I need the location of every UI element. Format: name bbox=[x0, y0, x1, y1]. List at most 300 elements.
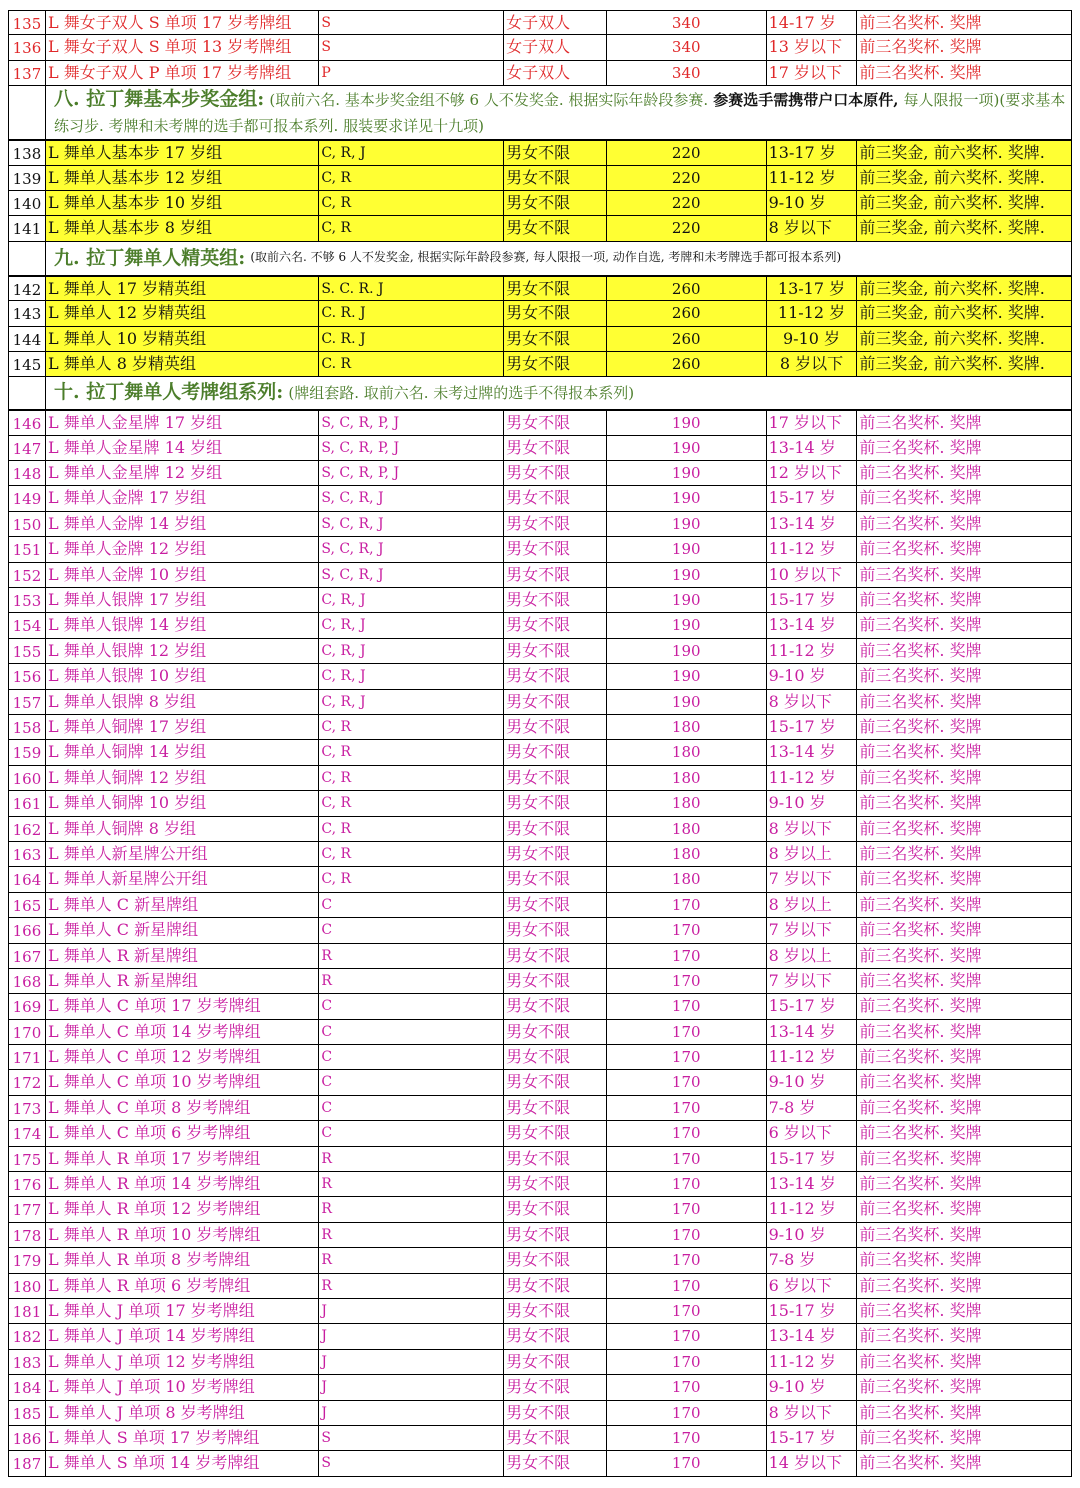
gender-requirement-cell: 男女不限 bbox=[504, 277, 607, 300]
table-row bbox=[8, 817, 1072, 842]
age-group-cell: 6 岁以下 bbox=[767, 1274, 858, 1298]
gender-requirement-cell: 男女不限 bbox=[504, 1121, 607, 1145]
table-row bbox=[8, 1401, 1072, 1426]
row-number-cell: 174 bbox=[9, 1121, 46, 1145]
event-name-cell: L 舞单人基本步 10 岁组 bbox=[46, 191, 319, 215]
gender-requirement-cell: 男女不限 bbox=[504, 352, 607, 376]
row-number-cell: 176 bbox=[9, 1172, 46, 1196]
row-number-cell: 165 bbox=[9, 893, 46, 917]
entry-fee-cell: 170 bbox=[607, 1324, 767, 1348]
age-group-cell: 15-17 岁 bbox=[767, 486, 858, 510]
age-group-cell: 9-10 岁 bbox=[767, 791, 858, 815]
age-group-cell: 14 岁以下 bbox=[767, 1451, 858, 1475]
age-group-cell: 9-10 岁 bbox=[767, 191, 858, 215]
gender-requirement-cell: 男女不限 bbox=[504, 1299, 607, 1323]
award-cell: 前三名奖杯. 奖牌 bbox=[859, 37, 982, 57]
section-10-text bbox=[46, 377, 1071, 409]
age-group-cell: 8 岁以下 bbox=[767, 352, 858, 376]
gender-requirement-cell: 男女不限 bbox=[504, 588, 607, 612]
age-group-cell: 7-8 岁 bbox=[767, 1248, 858, 1272]
entry-fee-cell: 170 bbox=[607, 1020, 767, 1044]
gender-requirement-cell: 男女不限 bbox=[504, 664, 607, 688]
age-group-cell: 13-17 岁 bbox=[767, 141, 858, 164]
age-group-cell: 15-17 岁 bbox=[767, 588, 858, 612]
table-row bbox=[8, 1045, 1072, 1070]
event-name-cell: L 舞单人 8 岁精英组 bbox=[46, 352, 319, 376]
row-number-cell: 187 bbox=[9, 1451, 46, 1475]
entry-fee-cell: 180 bbox=[607, 766, 767, 790]
entry-fee-cell: 170 bbox=[607, 1426, 767, 1450]
table-row bbox=[8, 512, 1072, 537]
award-cell: 前三名奖杯. 奖牌 bbox=[859, 1199, 982, 1219]
age-group-cell: 7 岁以下 bbox=[767, 969, 858, 993]
dance-items-cell: C, R bbox=[319, 867, 504, 891]
row-number-cell: 138 bbox=[9, 141, 46, 164]
dance-items-cell: C, R, J bbox=[319, 664, 504, 688]
award-cell: 前三名奖杯. 奖牌 bbox=[859, 1224, 982, 1244]
award-cell: 前三名奖杯. 奖牌 bbox=[859, 869, 982, 889]
table-row bbox=[8, 994, 1072, 1019]
dance-items-cell: C bbox=[319, 994, 504, 1018]
section-10-title: 十. 拉丁舞单人考牌组系列: bbox=[54, 381, 284, 404]
age-group-cell: 11-12 岁 bbox=[767, 537, 858, 561]
table-row bbox=[8, 166, 1072, 191]
award-cell: 前三名奖杯. 奖牌 bbox=[859, 1097, 982, 1117]
award-cell: 前三名奖杯. 奖牌 bbox=[859, 1250, 982, 1270]
event-name-cell: L 舞单人 R 单项 8 岁考牌组 bbox=[46, 1248, 319, 1272]
gender-requirement-cell: 男女不限 bbox=[504, 191, 607, 215]
entry-fee-cell: 260 bbox=[607, 277, 767, 300]
table-row bbox=[8, 690, 1072, 715]
event-name-cell: L 舞单人 C 单项 12 岁考牌组 bbox=[46, 1045, 319, 1069]
entry-fee-cell: 170 bbox=[607, 1375, 767, 1399]
entry-fee-cell: 340 bbox=[607, 35, 767, 59]
row-number-cell: 162 bbox=[9, 817, 46, 841]
event-name-cell: L 舞单人铜牌 12 岁组 bbox=[46, 766, 319, 790]
row-number-cell: 141 bbox=[9, 216, 46, 240]
event-name-cell: L 舞女子双人 S 单项 17 岁考牌组 bbox=[46, 11, 319, 34]
table-row bbox=[8, 740, 1072, 765]
age-group-cell: 9-10 岁 bbox=[767, 1070, 858, 1094]
award-cell: 前三名奖杯. 奖牌 bbox=[859, 62, 982, 82]
age-group-cell: 13 岁以下 bbox=[767, 35, 858, 59]
award-cell: 前三名奖杯. 奖牌 bbox=[859, 1300, 982, 1320]
gender-requirement-cell: 男女不限 bbox=[504, 411, 607, 434]
entry-fee-cell: 170 bbox=[607, 969, 767, 993]
gender-requirement-cell: 男女不限 bbox=[504, 817, 607, 841]
age-group-cell: 11-12 岁 bbox=[767, 1350, 858, 1374]
dance-items-cell: S, C, R, J bbox=[319, 486, 504, 510]
row-number-cell: 177 bbox=[9, 1197, 46, 1221]
dance-items-cell: C. R. J bbox=[319, 327, 504, 351]
table-row bbox=[8, 639, 1072, 664]
age-group-cell: 13-14 岁 bbox=[767, 613, 858, 637]
event-name-cell: L 舞单人 R 单项 12 岁考牌组 bbox=[46, 1197, 319, 1221]
dance-items-cell: J bbox=[319, 1350, 504, 1374]
row-number-cell: 185 bbox=[9, 1401, 46, 1425]
event-name-cell: L 舞单人铜牌 10 岁组 bbox=[46, 791, 319, 815]
dance-items-cell: C, R, J bbox=[319, 613, 504, 637]
table-row bbox=[8, 1070, 1072, 1095]
event-name-cell: L 舞单人新星牌公开组 bbox=[46, 842, 319, 866]
entry-fee-cell: 170 bbox=[607, 918, 767, 942]
award-cell: 前三名奖杯. 奖牌 bbox=[859, 1351, 982, 1371]
award-cell: 前三名奖杯. 奖牌 bbox=[859, 564, 982, 584]
table-row bbox=[8, 1020, 1072, 1045]
gender-requirement-cell: 男女不限 bbox=[504, 1223, 607, 1247]
table-row bbox=[8, 1147, 1072, 1172]
dance-items-cell: S, C, R, P, J bbox=[319, 411, 504, 434]
entry-fee-cell: 170 bbox=[607, 1147, 767, 1171]
award-cell: 前三名奖杯. 奖牌 bbox=[859, 1453, 982, 1473]
age-group-cell: 7 岁以下 bbox=[767, 867, 858, 891]
row-number-cell: 139 bbox=[9, 166, 46, 190]
table-row bbox=[8, 1172, 1072, 1197]
entry-fee-cell: 190 bbox=[607, 639, 767, 663]
row-number-cell: 166 bbox=[9, 918, 46, 942]
section-9-title: 九. 拉丁舞单人精英组: bbox=[54, 246, 246, 269]
event-name-cell: L 舞女子双人 S 单项 13 岁考牌组 bbox=[46, 35, 319, 59]
table-row bbox=[8, 10, 1072, 35]
row-number-cell: 144 bbox=[9, 327, 46, 351]
table-row bbox=[8, 1426, 1072, 1451]
gender-requirement-cell: 男女不限 bbox=[504, 1045, 607, 1069]
event-name-cell: L 舞单人金牌 10 岁组 bbox=[46, 563, 319, 587]
dance-items-cell: C, R bbox=[319, 817, 504, 841]
award-cell: 前三名奖杯. 奖牌 bbox=[859, 1377, 982, 1397]
gender-requirement-cell: 男女不限 bbox=[504, 563, 607, 587]
entry-fee-cell: 180 bbox=[607, 715, 767, 739]
entry-fee-cell: 170 bbox=[607, 1274, 767, 1298]
entry-fee-cell: 180 bbox=[607, 842, 767, 866]
entry-fee-cell: 170 bbox=[607, 1248, 767, 1272]
dance-items-cell: R bbox=[319, 944, 504, 968]
age-group-cell: 13-14 岁 bbox=[767, 1172, 858, 1196]
event-name-cell: L 舞单人 J 单项 10 岁考牌组 bbox=[46, 1375, 319, 1399]
gender-requirement-cell: 男女不限 bbox=[504, 537, 607, 561]
entry-fee-cell: 190 bbox=[607, 461, 767, 485]
award-cell: 前三名奖杯. 奖牌 bbox=[859, 640, 982, 660]
table-row bbox=[8, 276, 1072, 301]
dance-items-cell: C, R bbox=[319, 791, 504, 815]
gender-requirement-cell: 男女不限 bbox=[504, 893, 607, 917]
age-group-cell: 9-10 岁 bbox=[767, 1223, 858, 1247]
award-cell: 前三名奖杯. 奖牌 bbox=[859, 13, 982, 32]
entry-fee-cell: 260 bbox=[607, 352, 767, 376]
event-name-cell: L 舞单人 12 岁精英组 bbox=[46, 301, 319, 325]
row-number-cell: 182 bbox=[9, 1324, 46, 1348]
age-group-cell: 15-17 岁 bbox=[767, 994, 858, 1018]
gender-requirement-cell: 女子双人 bbox=[504, 35, 607, 59]
gender-requirement-cell: 男女不限 bbox=[504, 327, 607, 351]
gender-requirement-cell: 男女不限 bbox=[504, 740, 607, 764]
award-cell: 前三名奖杯. 奖牌 bbox=[859, 463, 982, 483]
award-cell: 前三名奖杯. 奖牌 bbox=[859, 970, 982, 990]
gender-requirement-cell: 男女不限 bbox=[504, 512, 607, 536]
gender-requirement-cell: 男女不限 bbox=[504, 1020, 607, 1044]
age-group-cell: 8 岁以上 bbox=[767, 944, 858, 968]
dance-items-cell: J bbox=[319, 1401, 504, 1425]
row-number-cell: 150 bbox=[9, 512, 46, 536]
table-row bbox=[8, 191, 1072, 216]
dance-items-cell: C. R. J bbox=[319, 301, 504, 325]
age-group-cell: 17 岁以下 bbox=[767, 411, 858, 434]
award-cell: 前三名奖杯. 奖牌 bbox=[859, 666, 982, 686]
award-cell: 前三奖金, 前六奖杯. 奖牌. bbox=[859, 303, 1045, 323]
age-group-cell: 9-10 岁 bbox=[767, 1375, 858, 1399]
row-number-cell: 149 bbox=[9, 486, 46, 510]
age-group-cell: 11-12 岁 bbox=[767, 766, 858, 790]
age-group-cell: 9-10 岁 bbox=[767, 664, 858, 688]
age-group-cell: 8 岁以下 bbox=[767, 690, 858, 714]
award-cell: 前三名奖杯. 奖牌 bbox=[859, 1402, 982, 1422]
row-number-cell: 163 bbox=[9, 842, 46, 866]
section-8-title: 八. 拉丁舞基本步奖金组: bbox=[54, 88, 265, 111]
dance-items-cell: J bbox=[319, 1299, 504, 1323]
table-row bbox=[8, 715, 1072, 740]
table-row bbox=[8, 867, 1072, 892]
table-row bbox=[8, 791, 1072, 816]
event-name-cell: L 舞单人金星牌 12 岁组 bbox=[46, 461, 319, 485]
gender-requirement-cell: 女子双人 bbox=[504, 11, 607, 34]
event-name-cell: L 舞单人 C 单项 14 岁考牌组 bbox=[46, 1020, 319, 1044]
dance-items-cell: J bbox=[319, 1324, 504, 1348]
entry-fee-cell: 190 bbox=[607, 512, 767, 536]
age-group-cell: 8 岁以下 bbox=[767, 817, 858, 841]
entry-fee-cell: 190 bbox=[607, 436, 767, 460]
award-cell: 前三名奖杯. 奖牌 bbox=[859, 945, 982, 965]
award-cell: 前三名奖杯. 奖牌 bbox=[859, 793, 982, 813]
event-name-cell: L 舞单人 R 新星牌组 bbox=[46, 944, 319, 968]
table-block-medal-exam bbox=[8, 410, 1072, 1476]
event-name-cell: L 舞单人 C 单项 6 岁考牌组 bbox=[46, 1121, 319, 1145]
dance-items-cell: R bbox=[319, 1274, 504, 1298]
row-number-cell: 169 bbox=[9, 994, 46, 1018]
award-cell: 前三名奖杯. 奖牌 bbox=[859, 1174, 982, 1194]
age-group-cell: 15-17 岁 bbox=[767, 715, 858, 739]
dance-items-cell: R bbox=[319, 969, 504, 993]
row-number-cell: 140 bbox=[9, 191, 46, 215]
entry-fee-cell: 190 bbox=[607, 537, 767, 561]
row-number-cell: 146 bbox=[9, 411, 46, 434]
table-row bbox=[8, 1451, 1072, 1476]
table-row bbox=[8, 944, 1072, 969]
row-number-cell: 168 bbox=[9, 969, 46, 993]
award-cell: 前三奖金, 前六奖杯. 奖牌. bbox=[859, 143, 1045, 163]
row-number-cell: 156 bbox=[9, 664, 46, 688]
gender-requirement-cell: 男女不限 bbox=[504, 1147, 607, 1171]
award-cell: 前三名奖杯. 奖牌 bbox=[859, 1148, 982, 1168]
row-number-cell: 183 bbox=[9, 1350, 46, 1374]
row-number-cell: 143 bbox=[9, 301, 46, 325]
event-name-cell: L 舞单人银牌 17 岁组 bbox=[46, 588, 319, 612]
event-name-cell: L 舞单人 S 单项 17 岁考牌组 bbox=[46, 1426, 319, 1450]
gender-requirement-cell: 男女不限 bbox=[504, 166, 607, 190]
table-row bbox=[8, 918, 1072, 943]
award-cell: 前三名奖杯. 奖牌 bbox=[859, 1326, 982, 1346]
entry-fee-cell: 190 bbox=[607, 613, 767, 637]
row-number-cell: 158 bbox=[9, 715, 46, 739]
event-name-cell: L 舞单人 S 单项 14 岁考牌组 bbox=[46, 1451, 319, 1475]
award-cell: 前三奖金, 前六奖杯. 奖牌. bbox=[859, 218, 1045, 238]
age-group-cell: 11-12 岁 bbox=[767, 166, 858, 190]
dance-items-cell: C, R bbox=[319, 715, 504, 739]
age-group-cell: 11-12 岁 bbox=[767, 1197, 858, 1221]
award-cell: 前三奖金, 前六奖杯. 奖牌. bbox=[859, 353, 1045, 373]
row-number-cell: 179 bbox=[9, 1248, 46, 1272]
dance-items-cell: R bbox=[319, 1197, 504, 1221]
gender-requirement-cell: 男女不限 bbox=[504, 867, 607, 891]
dance-items-cell: P bbox=[319, 61, 504, 85]
entry-fee-cell: 170 bbox=[607, 1070, 767, 1094]
row-number-cell: 142 bbox=[9, 277, 46, 300]
dance-items-cell: R bbox=[319, 1223, 504, 1247]
age-group-cell: 13-14 岁 bbox=[767, 512, 858, 536]
gender-requirement-cell: 男女不限 bbox=[504, 1197, 607, 1221]
gender-requirement-cell: 男女不限 bbox=[504, 791, 607, 815]
award-cell: 前三名奖杯. 奖牌 bbox=[859, 1072, 982, 1092]
row-number-cell: 155 bbox=[9, 639, 46, 663]
gender-requirement-cell: 男女不限 bbox=[504, 766, 607, 790]
gender-requirement-cell: 男女不限 bbox=[504, 486, 607, 510]
section-8-note-2: 每人限报一项)(要求基本练习步. 考牌和未考牌的选手都可报本系列. 服装要求详见十九项) bbox=[54, 91, 1066, 136]
entry-fee-cell: 170 bbox=[607, 1197, 767, 1221]
entry-fee-cell: 340 bbox=[607, 61, 767, 85]
table-row bbox=[8, 436, 1072, 461]
event-name-cell: L 舞单人 10 岁精英组 bbox=[46, 327, 319, 351]
section-9-text bbox=[46, 242, 1071, 275]
dance-items-cell: S, C, R, J bbox=[319, 563, 504, 587]
table-row bbox=[8, 1223, 1072, 1248]
entry-fee-cell: 170 bbox=[607, 1121, 767, 1145]
award-cell: 前三名奖杯. 奖牌 bbox=[859, 1275, 982, 1295]
gender-requirement-cell: 男女不限 bbox=[504, 1426, 607, 1450]
gender-requirement-cell: 男女不限 bbox=[504, 436, 607, 460]
award-cell: 前三名奖杯. 奖牌 bbox=[859, 1047, 982, 1067]
section-header-9 bbox=[8, 242, 1072, 276]
gender-requirement-cell: 男女不限 bbox=[504, 141, 607, 164]
event-name-cell: L 舞单人基本步 12 岁组 bbox=[46, 166, 319, 190]
event-name-cell: L 舞单人 C 单项 8 岁考牌组 bbox=[46, 1096, 319, 1120]
dance-items-cell: C, R bbox=[319, 766, 504, 790]
row-number-cell: 151 bbox=[9, 537, 46, 561]
gender-requirement-cell: 男女不限 bbox=[504, 1401, 607, 1425]
award-cell: 前三名奖杯. 奖牌 bbox=[859, 894, 982, 914]
age-group-cell: 10 岁以下 bbox=[767, 563, 858, 587]
dance-items-cell: C, R bbox=[319, 191, 504, 215]
row-number-cell: 157 bbox=[9, 690, 46, 714]
table-block-basic-steps bbox=[8, 140, 1072, 242]
row-number-cell: 159 bbox=[9, 740, 46, 764]
entry-fee-cell: 170 bbox=[607, 1172, 767, 1196]
age-group-cell: 8 岁以上 bbox=[767, 893, 858, 917]
dance-items-cell: C. R bbox=[319, 352, 504, 376]
award-cell: 前三名奖杯. 奖牌 bbox=[859, 716, 982, 736]
award-cell: 前三奖金, 前六奖杯. 奖牌. bbox=[859, 278, 1045, 298]
row-number-cell: 167 bbox=[9, 944, 46, 968]
event-name-cell: L 舞单人 J 单项 12 岁考牌组 bbox=[46, 1350, 319, 1374]
event-name-cell: L 舞女子双人 P 单项 17 岁考牌组 bbox=[46, 61, 319, 85]
table-row bbox=[8, 588, 1072, 613]
age-group-cell: 13-17 岁 bbox=[767, 277, 858, 300]
dance-items-cell: C, R, J bbox=[319, 141, 504, 164]
table-row bbox=[8, 216, 1072, 241]
award-cell: 前三名奖杯. 奖牌 bbox=[859, 488, 982, 508]
row-number-cell: 161 bbox=[9, 791, 46, 815]
event-name-cell: L 舞单人银牌 8 岁组 bbox=[46, 690, 319, 714]
entry-fee-cell: 180 bbox=[607, 791, 767, 815]
table-row bbox=[8, 969, 1072, 994]
dance-items-cell: C bbox=[319, 1121, 504, 1145]
row-number-cell: 173 bbox=[9, 1096, 46, 1120]
event-name-cell: L 舞单人银牌 12 岁组 bbox=[46, 639, 319, 663]
dance-items-cell: C, R bbox=[319, 842, 504, 866]
dance-items-cell: C, R, J bbox=[319, 588, 504, 612]
entry-fee-cell: 170 bbox=[607, 944, 767, 968]
dance-items-cell: R bbox=[319, 1147, 504, 1171]
table-row bbox=[8, 352, 1072, 377]
dance-items-cell: J bbox=[319, 1375, 504, 1399]
dance-items-cell: C, R, J bbox=[319, 639, 504, 663]
table-block-elite bbox=[8, 276, 1072, 378]
event-name-cell: L 舞单人 R 新星牌组 bbox=[46, 969, 319, 993]
entry-fee-cell: 190 bbox=[607, 690, 767, 714]
section-8-note: (取前六名. 基本步奖金组不够 6 人不发奖金. 根据实际年龄段参赛. bbox=[269, 91, 709, 110]
entry-fee-cell: 190 bbox=[607, 588, 767, 612]
award-cell: 前三名奖杯. 奖牌 bbox=[859, 539, 982, 559]
row-number-cell: 136 bbox=[9, 35, 46, 59]
award-cell: 前三名奖杯. 奖牌 bbox=[859, 1123, 982, 1143]
event-name-cell: L 舞单人铜牌 17 岁组 bbox=[46, 715, 319, 739]
entry-fee-cell: 170 bbox=[607, 1451, 767, 1475]
event-name-cell: L 舞单人基本步 8 岁组 bbox=[46, 216, 319, 240]
section-header-8 bbox=[8, 86, 1072, 140]
award-cell: 前三名奖杯. 奖牌 bbox=[859, 767, 982, 787]
entry-fee-cell: 170 bbox=[607, 1401, 767, 1425]
row-number-cell: 184 bbox=[9, 1375, 46, 1399]
entry-fee-cell: 170 bbox=[607, 994, 767, 1018]
entry-fee-cell: 170 bbox=[607, 1096, 767, 1120]
table-row bbox=[8, 140, 1072, 165]
age-group-cell: 6 岁以下 bbox=[767, 1121, 858, 1145]
award-cell: 前三名奖杯. 奖牌 bbox=[859, 843, 982, 863]
award-cell: 前三名奖杯. 奖牌 bbox=[859, 615, 982, 635]
gender-requirement-cell: 女子双人 bbox=[504, 61, 607, 85]
gender-requirement-cell: 男女不限 bbox=[504, 994, 607, 1018]
dance-items-cell: S, C, R, J bbox=[319, 537, 504, 561]
gender-requirement-cell: 男女不限 bbox=[504, 1451, 607, 1475]
event-name-cell: L 舞单人 J 单项 17 岁考牌组 bbox=[46, 1299, 319, 1323]
table-row bbox=[8, 61, 1072, 86]
age-group-cell: 15-17 岁 bbox=[767, 1299, 858, 1323]
event-name-cell: L 舞单人 R 单项 14 岁考牌组 bbox=[46, 1172, 319, 1196]
age-group-cell: 15-17 岁 bbox=[767, 1426, 858, 1450]
row-number-cell: 178 bbox=[9, 1223, 46, 1247]
table-row bbox=[8, 486, 1072, 511]
age-group-cell: 8 岁以上 bbox=[767, 842, 858, 866]
event-name-cell: L 舞单人 C 新星牌组 bbox=[46, 893, 319, 917]
gender-requirement-cell: 男女不限 bbox=[504, 918, 607, 942]
gender-requirement-cell: 男女不限 bbox=[504, 969, 607, 993]
table-row bbox=[8, 1274, 1072, 1299]
award-cell: 前三奖金, 前六奖杯. 奖牌. bbox=[859, 328, 1045, 348]
row-number-cell: 186 bbox=[9, 1426, 46, 1450]
table-row bbox=[8, 563, 1072, 588]
section-10-note: (牌组套路. 取前六名. 未考过牌的选手不得报本系列) bbox=[288, 384, 635, 403]
award-cell: 前三名奖杯. 奖牌 bbox=[859, 920, 982, 940]
gender-requirement-cell: 男女不限 bbox=[504, 216, 607, 240]
table-row bbox=[8, 1096, 1072, 1121]
